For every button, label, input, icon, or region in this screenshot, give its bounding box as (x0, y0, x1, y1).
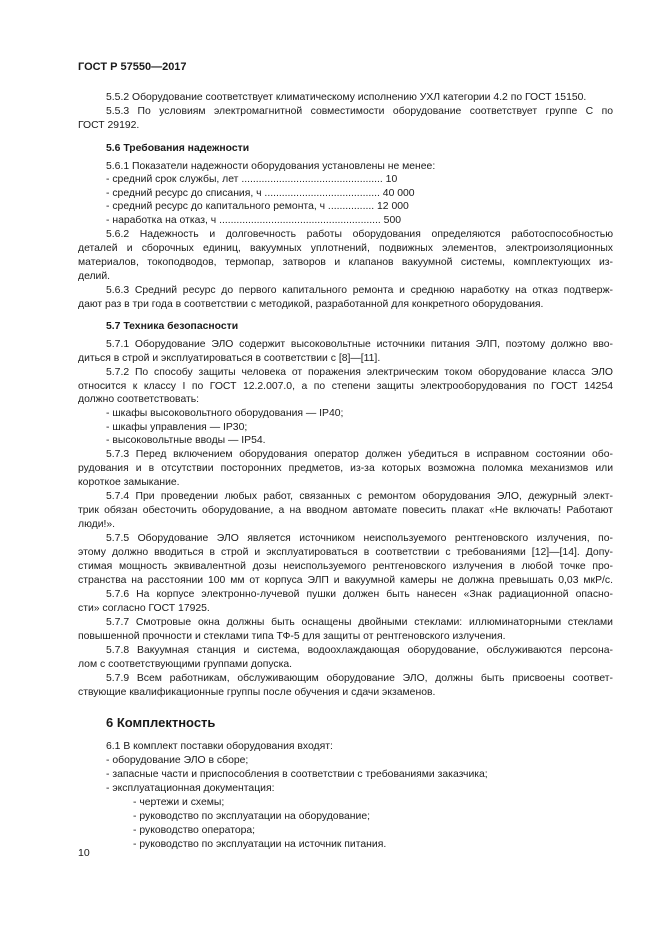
text-line: этому должно вводиться в строй и эксплуатироваться в соответствии с требованиями [12]—[14]. Допу- (78, 547, 613, 558)
text-line: деталей и сборочных единиц, вакуумных уплотнений, подвижных элементов, электроизоляционных (78, 243, 613, 254)
text-line: 5.7.9 Всем работникам, обслуживающим оборудование ЭЛО, должны быть присвоены соответ- (106, 673, 613, 684)
document-header: ГОСТ Р 57550—2017 (78, 61, 187, 73)
text-line: - руководство по эксплуатации на источник питания. (133, 839, 387, 850)
text-line: - наработка на отказ, ч ........................................................ 500 (106, 215, 401, 226)
text-line: 5.5.3 По условиям электромагнитной совместимости оборудование соответствует группе С по (106, 106, 613, 117)
text-line: диться в строй и эксплуатироваться в соответствии с [8]—[11]. (78, 353, 381, 364)
text-line: ГОСТ 29192. (78, 120, 140, 131)
text-line: странства на расстоянии 100 мм от корпуса ЭЛП и вакуумной камеры не должна превышать 0,03 мкР/с. (78, 575, 613, 586)
text-line: - средний срок службы, лет ................................................. 10 (106, 174, 398, 185)
text-line: 5.7.1 Оборудование ЭЛО содержит высоковольтные источники питания ЭЛП, поэтому должно вво- (106, 339, 613, 350)
text-line: материалов, токоподводов, термопар, затворов и клапанов вакуумной системы, комплектующих из- (78, 257, 613, 268)
text-line: 5.7.7 Смотровые окна должны быть оснащены двойными стеклами: иллюминаторными стеклами (106, 617, 613, 628)
text-line: - шкафы высоковольтного оборудования — IP40; (106, 408, 344, 419)
text-line: - шкафы управления — IP30; (106, 422, 248, 433)
text-line: 5.6.2 Надежность и долговечность работы оборудования определяются работоспособностью (106, 229, 613, 240)
text-line: ствующие квалификационные группы после обучения и сдачи экзаменов. (78, 687, 436, 698)
text-line: - руководство по эксплуатации на оборудование; (133, 811, 370, 822)
text-line: - чертежи и схемы; (133, 797, 225, 808)
section-heading: 5.7 Техника безопасности (106, 321, 239, 332)
section-heading: 6 Комплектность (106, 715, 216, 730)
text-line: рудования и в отсутствии посторонних предметов, из-за которых возможна поломка механизмов или (78, 463, 613, 474)
text-line: делий. (78, 271, 111, 282)
text-line: - средний ресурс до списания, ч ........................................ 40 000 (106, 188, 415, 199)
text-line: 5.7.2 По способу защиты человека от поражения электрическим током оборудование класса ЭЛО (106, 367, 613, 378)
text-line: 5.7.4 При проведении любых работ, связанных с ремонтом оборудования ЭЛО, дежурный элект- (106, 491, 613, 502)
text-line: стимая мощность эквивалентной дозы неиспользуемого рентгеновского излучения в любой точке про- (78, 561, 613, 572)
text-line: 5.5.2 Оборудование соответствует климатическому исполнению УХЛ категории 4.2 по ГОСТ 15150. (106, 92, 587, 103)
section-heading: 5.6 Требования надежности (106, 143, 250, 154)
text-line: - запасные части и приспособления в соответствии с требованиями заказчика; (106, 769, 488, 780)
text-line: сти» согласно ГОСТ 17925. (78, 603, 210, 614)
text-line: 5.7.5 Оборудование ЭЛО является источником неиспользуемого рентгеновского излучения, по- (106, 533, 613, 544)
text-line: должно соответствовать: (78, 394, 200, 405)
text-line: - руководство оператора; (133, 825, 256, 836)
text-line: повышенной прочности и стеклами типа ТФ-5 для защиты от рентгеновского излучения. (78, 631, 506, 642)
text-line: дают раз в три года в соответствии с методикой, разработанной для конкретного оборудования. (78, 299, 544, 310)
text-line: короткое замыкание. (78, 477, 180, 488)
text-line: 5.7.3 Перед включением оборудования оператор должен убедиться в исправном состоянии обо- (106, 449, 613, 460)
text-line: относится к классу I по ГОСТ 12.2.007.0, а по степени защиты электрооборудования по ГОСТ 14254 (78, 381, 613, 392)
text-line: лом с соответствующими группами допуска. (78, 659, 293, 670)
text-line: - оборудование ЭЛО в сборе; (106, 755, 249, 766)
text-line: - высоковольтные вводы — IP54. (106, 435, 266, 446)
text-line: 6.1 В комплект поставки оборудования входят: (106, 741, 333, 752)
text-line: 5.6.3 Средний ресурс до первого капитального ремонта и среднюю наработку на отказ подтверж- (106, 285, 613, 296)
text-line: люди!». (78, 519, 116, 530)
page-number: 10 (78, 847, 90, 859)
text-line: трик обязан обесточить оборудование, а на вводном автомате повесить плакат «Не включать! Работают (78, 505, 613, 516)
text-line: 5.6.1 Показатели надежности оборудования установлены не менее: (106, 161, 436, 172)
text-line: - средний ресурс до капитального ремонта, ч ................ 12 000 (106, 201, 409, 212)
text-line: - эксплуатационная документация: (106, 783, 275, 794)
text-line: 5.7.6 На корпусе электронно-лучевой пушки должен быть нанесен «Знак радиационной опасно- (106, 589, 613, 600)
text-line: 5.7.8 Вакуумная станция и система, водоохлаждающая оборудование, обслуживаются персона- (106, 645, 613, 656)
